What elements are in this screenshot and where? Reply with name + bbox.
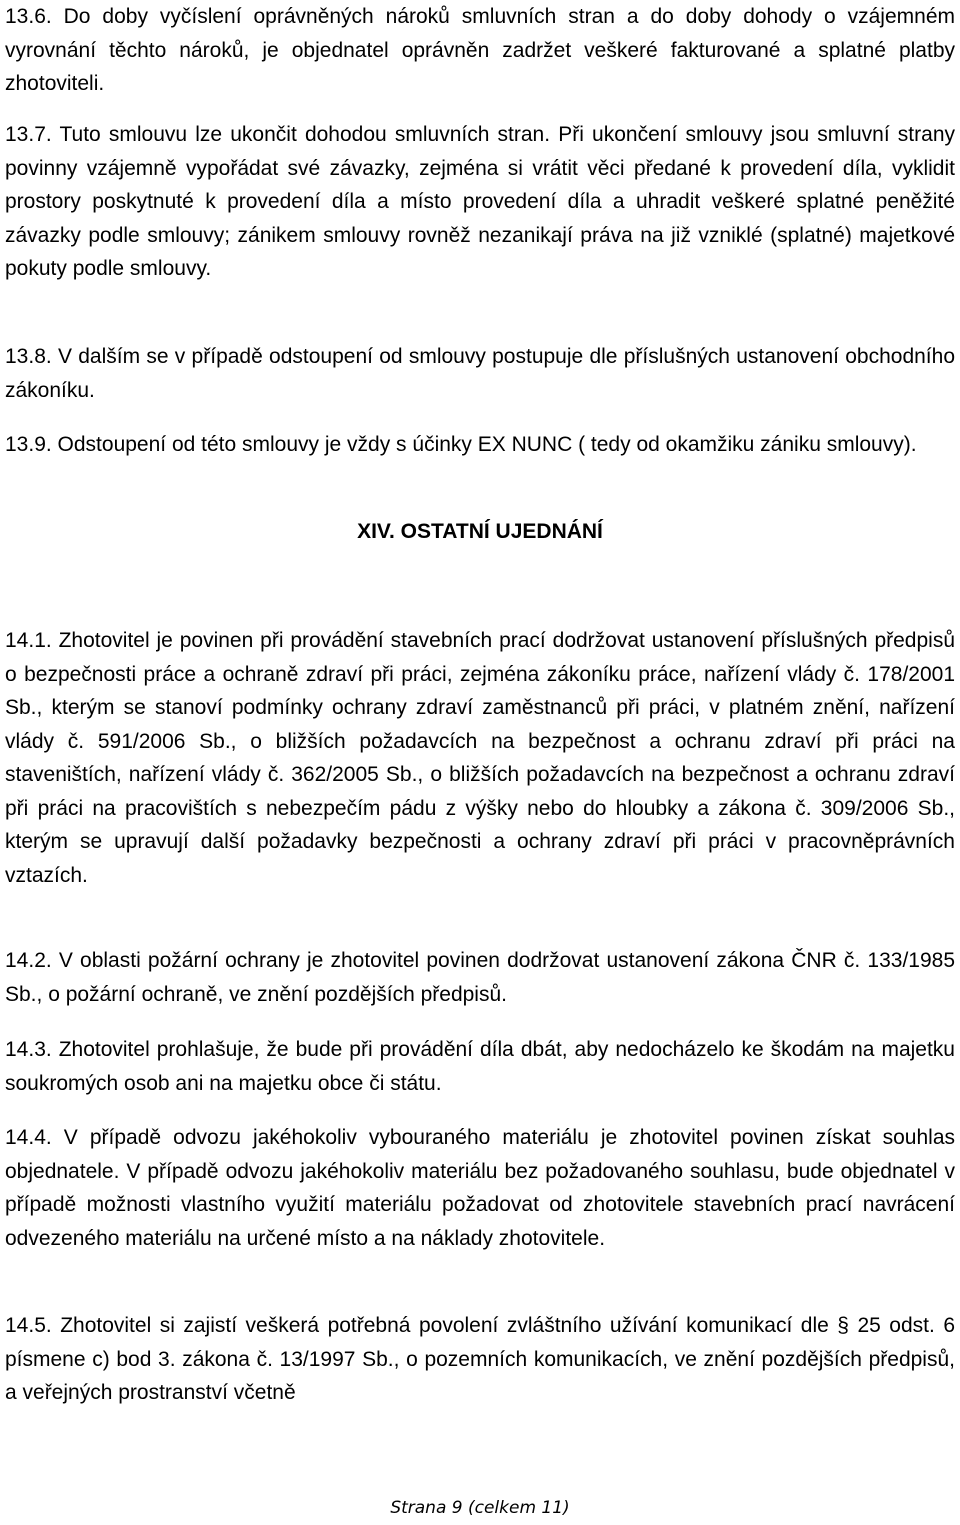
clause-13-8: 13.8. V dalším se v případě odstoupení od smlouvy postupuje dle příslušných ustanovení obchodního zákoníku. (5, 345, 955, 402)
section-heading-xiv: XIV. OSTATNÍ UJEDNÁNÍ (357, 520, 603, 543)
clause-13-7: 13.7. Tuto smlouvu lze ukončit dohodou smluvních stran. Při ukončení smlouvy jsou smluvní strany povinny vzájemně vypořádat své závazky, zejména si vrátit věci předané k provedení díla, vyklidit prostory poskytnuté k provedení díla a místo provedení díla a uhradit veškeré splatné peněžité závazky podle smlouvy; zánikem smlouvy rovněž nezanikají práva na již vzniklé (splatné) majetkové pokuty podle smlouvy. (5, 123, 955, 280)
clause-13-6: 13.6. Do doby vyčíslení oprávněných nároků smluvních stran a do doby dohody o vzájemném vyrovnání těchto nároků, je objednatel oprávněn zadržet veškeré fakturované a splatné platby zhotoviteli. (5, 5, 955, 95)
clause-14-5: 14.5. Zhotovitel si zajistí veškerá potřebná povolení zvláštního užívání komunikací dle § 25 odst. 6 písmene c) bod 3. zákona č. 13/1997 Sb., o pozemních komunikacích, ve znění pozdějších předpisů, a veřejných prostranství včetně (5, 1314, 955, 1404)
page-footer (0, 1498, 960, 1518)
clause-14-2: 14.2. V oblasti požární ochrany je zhotovitel povinen dodržovat ustanovení zákona ČNR č. 133/1985 Sb., o požární ochraně, ve znění pozdějších předpisů. (5, 949, 955, 1006)
clause-13-9: 13.9. Odstoupení od této smlouvy je vždy s účinky EX NUNC ( tedy od okamžiku zániku smlouvy). (5, 433, 917, 456)
clause-14-1: 14.1. Zhotovitel je povinen při provádění stavebních prací dodržovat ustanovení příslušných předpisů o bezpečnosti práce a ochraně zdraví při práci, zejména zákoníku práce, nařízení vlády č. 178/2001 Sb., kterým se stanoví podmínky ochrany zdraví zaměstnanců při práci, v platném znění, nařízení vlády č. 591/2006 Sb., o bližších požadavcích na bezpečnost a ochranu zdraví při práci na staveništích, nařízení vlády č. 362/2005 Sb., o bližších požadavcích na bezpečnost a ochranu zdraví při práci na pracovištích s nebezpečím pádu z výšky nebo do hloubky a zákona č. 309/2006 Sb., kterým se upravují další požadavky bezpečnosti a ochrany zdraví při práci v pracovněprávních vztazích. (5, 629, 955, 887)
clause-14-4: 14.4. V případě odvozu jakéhokoliv vybouraného materiálu je zhotovitel povinen získat souhlas objednatele. V případě odvozu jakéhokoliv materiálu bez požadovaného souhlasu, bude objednatel v případě možnosti vlastního využití materiálu požadovat od zhotovitele stavebních prací navrácení odvezeného materiálu na určené místo a na náklady zhotovitele. (5, 1126, 955, 1250)
page-number-label: Strana 9 (celkem 11) (390, 1498, 570, 1518)
clause-14-3: 14.3. Zhotovitel prohlašuje, že bude při provádění díla dbát, aby nedocházelo ke škodám na majetku soukromých osob ani na majetku obce či státu. (5, 1038, 955, 1095)
